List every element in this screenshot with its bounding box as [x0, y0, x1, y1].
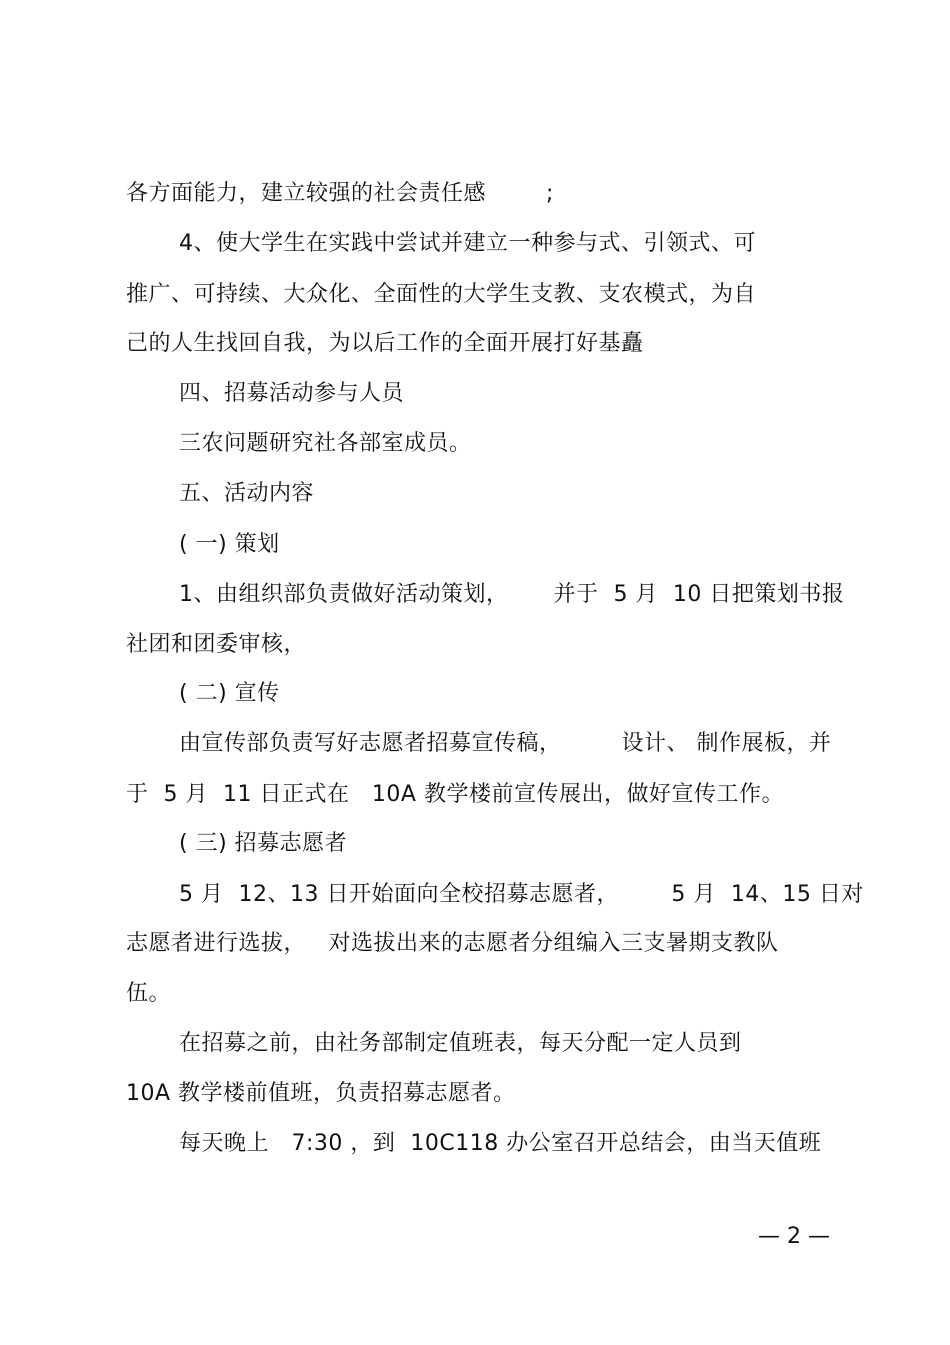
text-line: 己的人生找回自我，为以后工作的全面开展打好基矗 — [126, 331, 644, 356]
text-line: 于 5 月 11 日正式在 10A 教学楼前宣传展出，做好宣传工作。 — [126, 782, 784, 807]
text-line: 社团和团委审核， — [126, 632, 307, 657]
section-heading: 五、活动内容 — [179, 481, 315, 506]
page-number: — 2 — — [758, 1224, 830, 1249]
text-line: 4、使大学生在实践中尝试并建立一种参与式、引领式、可 — [179, 231, 756, 256]
text-line: 在招募之前，由社务部制定值班表，每天分配一定人员到 — [179, 1031, 742, 1056]
subsection-heading: ( 三) 招募志愿者 — [179, 831, 348, 856]
subsection-heading: ( 一) 策划 — [179, 532, 280, 557]
text-line: 10A 教学楼前值班，负责招募志愿者。 — [126, 1081, 516, 1106]
section-heading: 四、招募活动参与人员 — [179, 381, 405, 406]
subsection-heading: ( 二) 宣传 — [179, 681, 280, 706]
text-line: 推广、可持续、大众化、全面性的大学生支教、支农模式，为自 — [126, 282, 757, 307]
text-line: 各方面能力，建立较强的社会责任感 ; — [126, 181, 554, 206]
text-line: 伍。 — [126, 981, 172, 1006]
text-line: 志愿者进行选拔， 对选拔出来的志愿者分组编入三支暑期支教队 — [126, 931, 779, 956]
text-line: 三农问题研究社各部室成员。 — [179, 431, 472, 456]
text-line: 1、由组织部负责做好活动策划， 并于 5 月 10 日把策划书报 — [179, 582, 845, 607]
text-line: 5 月 12、13 日开始面向全校招募志愿者， 5 月 14、15 日对 — [179, 882, 864, 907]
text-line: 每天晚上 7:30 ，到 10C118 办公室召开总结会，由当天值班 — [179, 1131, 822, 1156]
text-line: 由宣传部负责写好志愿者招募宣传稿， 设计、 制作展板，并 — [179, 731, 832, 756]
